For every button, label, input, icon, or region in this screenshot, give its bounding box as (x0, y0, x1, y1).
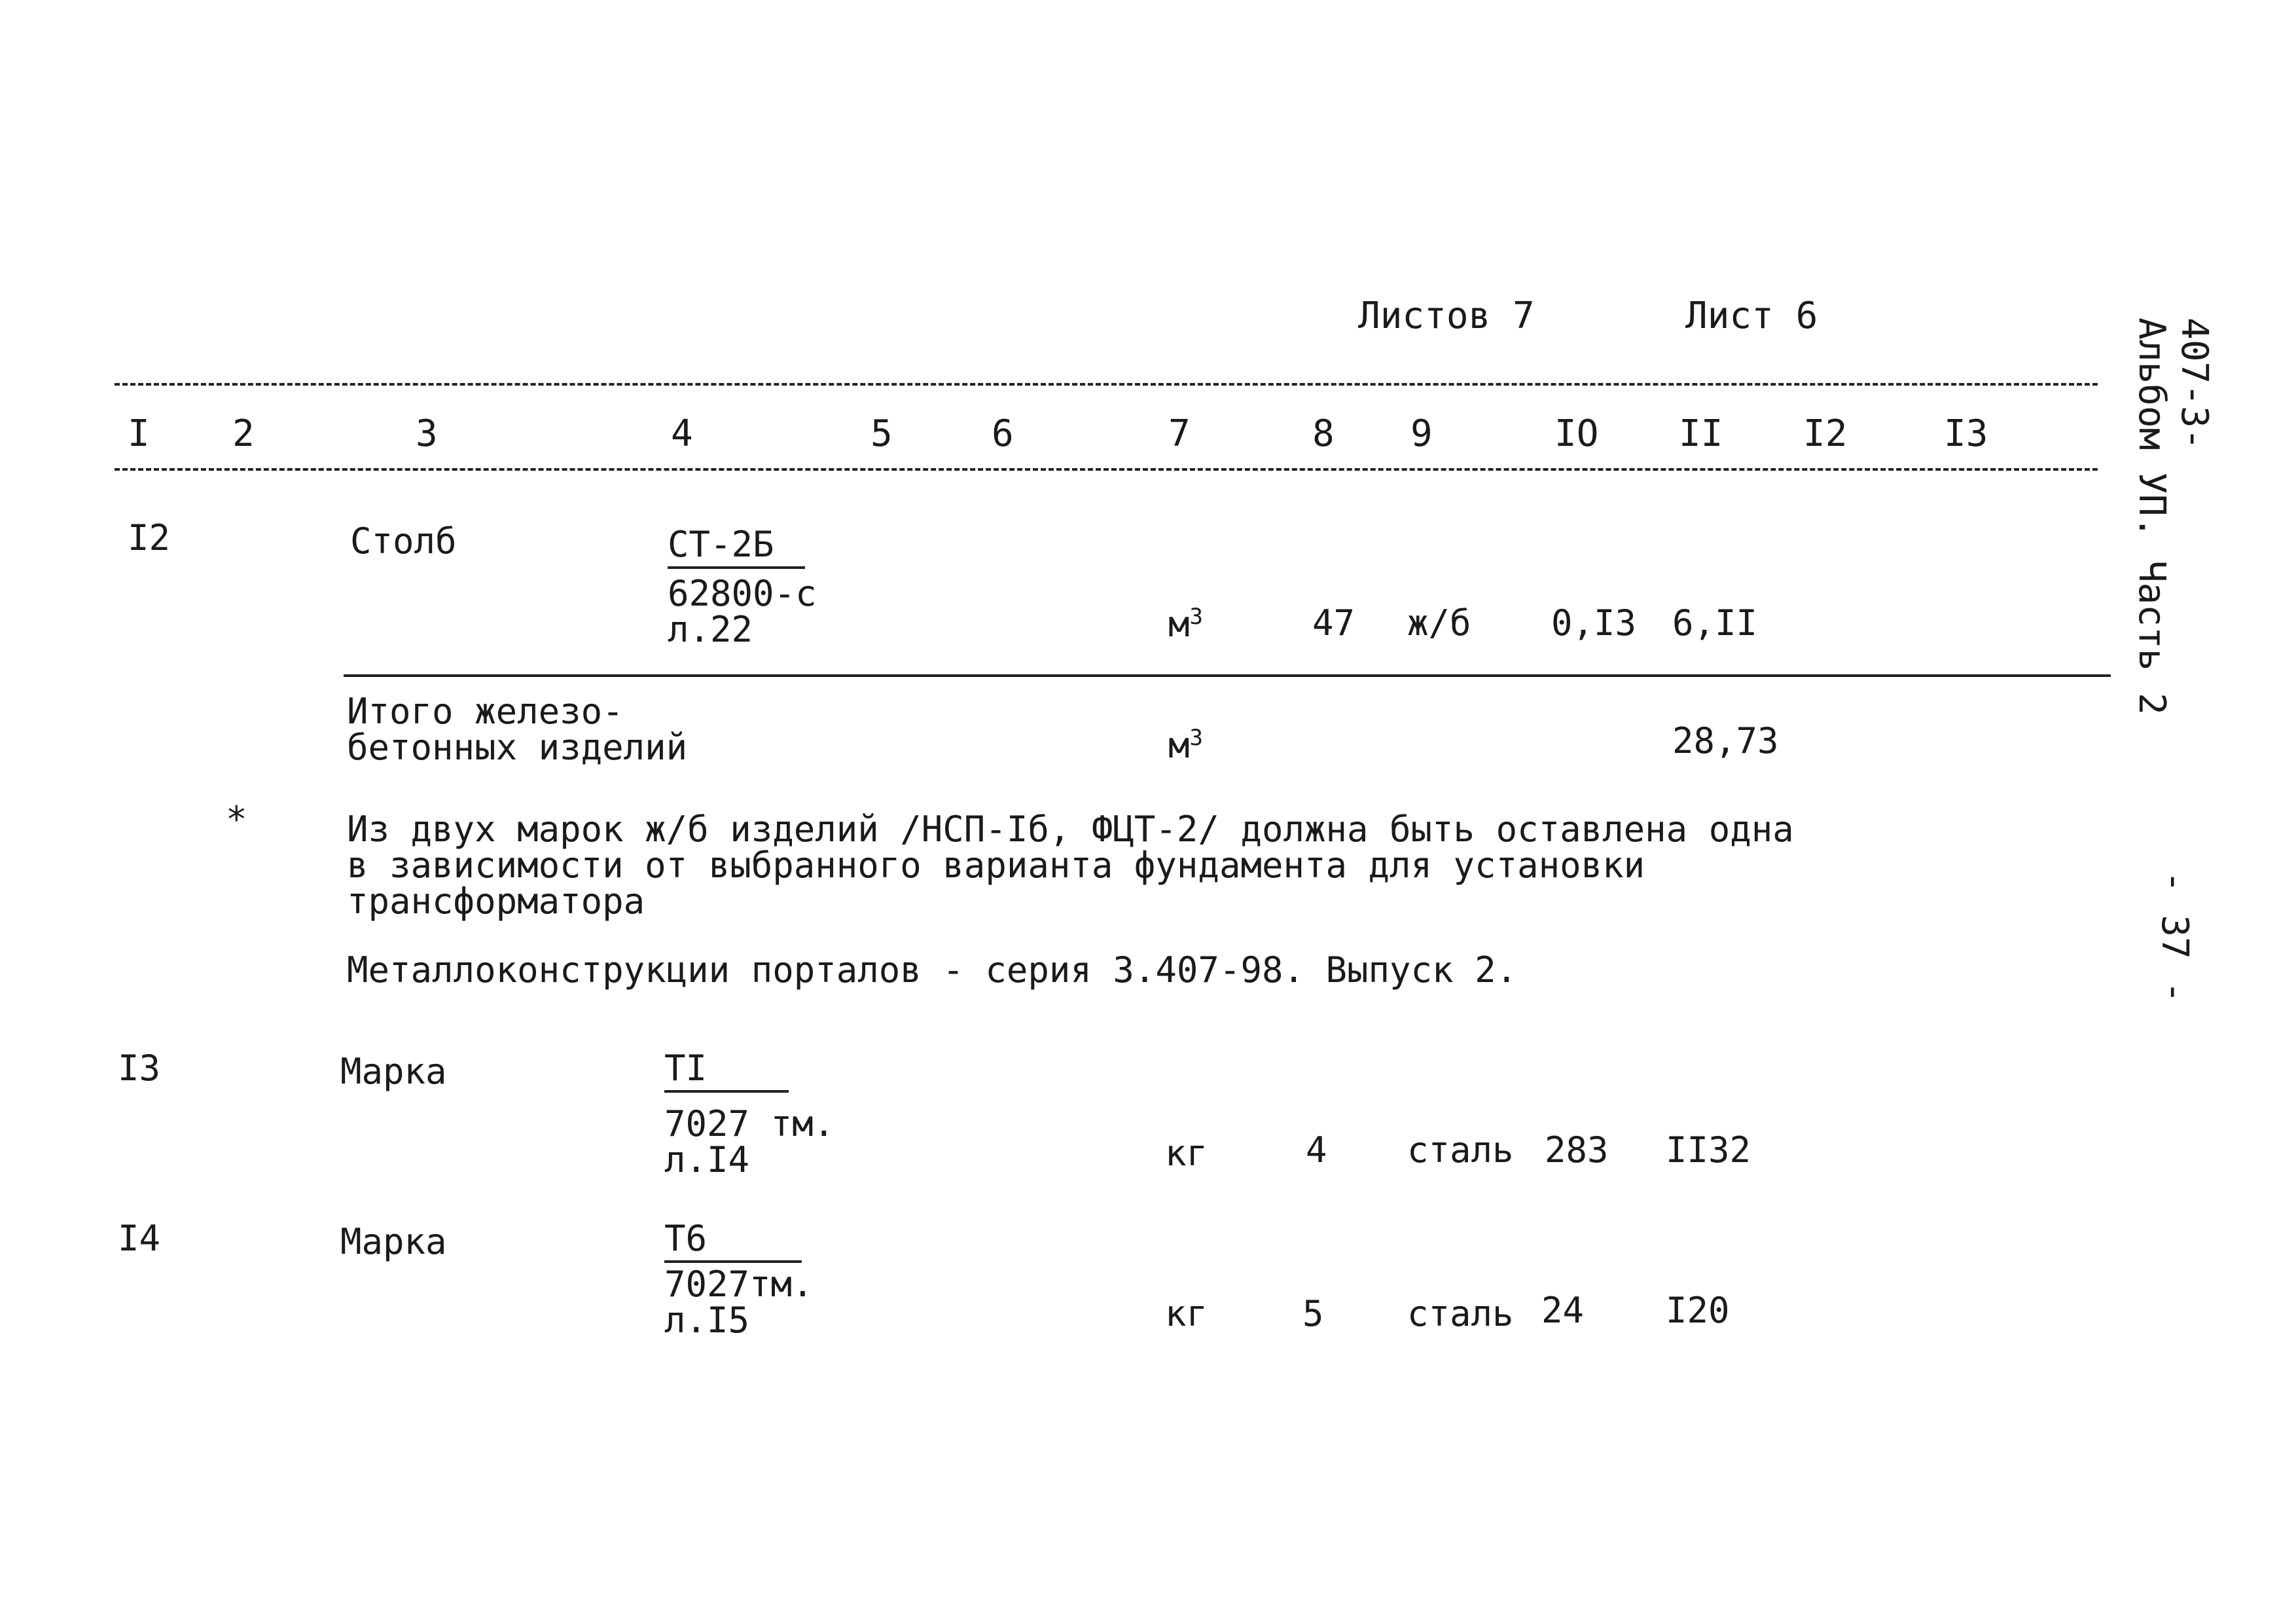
subtotal-label-line2: бетонных изделий (347, 727, 688, 768)
album-code: 407-3- (2173, 318, 2215, 450)
subtotal-total: 28,73 (1672, 720, 1779, 761)
col-header-7: 7 (1168, 412, 1191, 455)
page-number: - 37 - (2153, 871, 2196, 1004)
row-reference: 62800-с (668, 573, 817, 614)
col-header-10: IO (1554, 412, 1599, 455)
note-line3: трансформатора (347, 881, 645, 922)
row-sheet-ref: л.I4 (664, 1139, 750, 1180)
row-sheet-ref: л.22 (668, 609, 753, 650)
note-line1: Из двух марок ж/б изделий /НСП-Iб, ФЦТ-2/ должна быть оставлена одна (347, 809, 1794, 850)
row-sheet-ref: л.I5 (664, 1300, 750, 1341)
header-top-rule (115, 383, 2098, 386)
col-header-2: 2 (232, 412, 255, 455)
unit-text: м (1168, 604, 1190, 645)
note-line2: в зависимости от выбранного варианта фундамента для установки (347, 845, 1645, 886)
row-name: Столб (350, 520, 457, 562)
row-mark (664, 1048, 789, 1093)
col-header-8: 8 (1312, 412, 1335, 455)
row-unit-value: 0,I3 (1551, 602, 1637, 644)
row-material: сталь (1407, 1129, 1514, 1171)
row-unit-value: 283 (1545, 1129, 1609, 1171)
row-mark (664, 1218, 802, 1263)
row-unit (1168, 604, 1203, 645)
row-quantity: 5 (1302, 1293, 1324, 1334)
row-mark (668, 524, 805, 569)
row-material: ж/б (1407, 602, 1471, 644)
row-number: I4 (118, 1218, 161, 1259)
header-bottom-rule (115, 468, 2098, 471)
subtotal-unit (1168, 725, 1203, 766)
row-unit: кг (1165, 1133, 1208, 1174)
col-header-6: 6 (992, 412, 1014, 455)
mark-underlined: СТ-2Б (668, 527, 805, 569)
subtotal-rule (344, 674, 2111, 677)
col-header-11: II (1679, 412, 1723, 455)
row-number: I3 (118, 1048, 161, 1089)
row-number: I2 (128, 517, 171, 558)
row-quantity: 47 (1312, 602, 1355, 644)
note-marker: * (226, 799, 247, 840)
row-material: сталь (1407, 1293, 1514, 1334)
col-header-9: 9 (1410, 412, 1433, 455)
row-unit: кг (1165, 1293, 1208, 1334)
col-header-13: I3 (1944, 412, 1988, 455)
subtotal-label-line1: Итого железо- (347, 691, 624, 732)
unit-superscript: 3 (1189, 604, 1203, 630)
album-title: Альбом УП. Часть 2 (2130, 318, 2173, 715)
sheets-total: Листов 7 (1358, 295, 1535, 337)
row-name: Марка (340, 1221, 447, 1262)
col-header-4: 4 (671, 412, 693, 455)
mark-underlined: TI (664, 1051, 789, 1093)
row-reference: 7027тм. (664, 1264, 814, 1305)
col-header-5: 5 (870, 412, 893, 455)
unit-text: м (1168, 725, 1190, 766)
col-header-1: I (128, 412, 150, 455)
sheet-number: Лист 6 (1685, 295, 1818, 337)
row-unit-value: 24 (1541, 1290, 1585, 1331)
row-quantity: 4 (1306, 1129, 1327, 1171)
unit-superscript: 3 (1189, 725, 1203, 751)
col-header-3: 3 (416, 412, 438, 455)
row-total: II32 (1666, 1129, 1751, 1171)
row-reference: 7027 тм. (664, 1103, 835, 1144)
mark-underlined: Т6 (664, 1221, 802, 1263)
col-header-12: I2 (1803, 412, 1848, 455)
row-total: I20 (1666, 1290, 1730, 1331)
section-title: Металлоконструкции порталов - серия 3.407-98. Выпуск 2. (347, 949, 1518, 991)
row-name: Марка (340, 1051, 447, 1092)
row-total: 6,II (1672, 602, 1758, 644)
